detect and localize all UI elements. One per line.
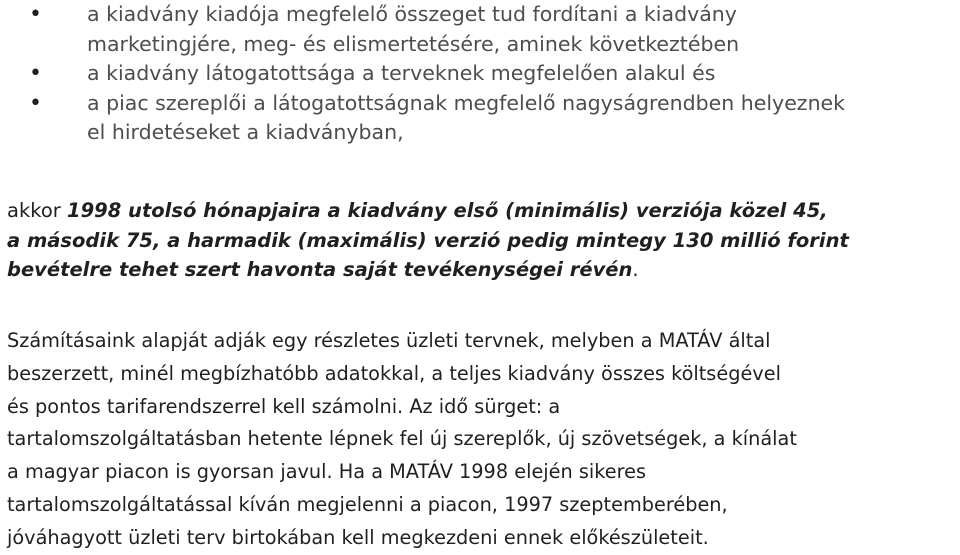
conclusion-paragraph — [7, 196, 957, 285]
bullet-item — [0, 0, 960, 59]
conclusion-period: . — [632, 258, 639, 281]
bullet-line: marketingjére, meg- és elismertetésére, aminek következtében — [87, 31, 740, 56]
bullet-dot-icon: • — [29, 2, 42, 27]
condition-bullet-list — [0, 0, 960, 148]
paragraph-line: tartalomszolgáltatással kíván megjelenni a piacon, 1997 szeptemberében, — [7, 492, 728, 516]
conclusion-line — [7, 255, 957, 285]
paragraph-line: és pontos tarifarendszerrel kell számolni. Az idő sürget: a — [7, 394, 561, 418]
bullet-line: el hirdetéseket a kiadványban, — [87, 120, 404, 144]
paragraph-line: a magyar piacon is gyorsan javul. Ha a MATÁV 1998 elején sikeres — [7, 460, 647, 484]
bullet-line: a piac szereplői a látogatottságnak megfelelő nagyságrendben helyeznek — [87, 90, 846, 115]
paragraph-line: beszerzett, minél megbízhatóbb adatokkal, a teljes kiadvány összes költségével — [7, 361, 781, 385]
conclusion-line: a második 75, a harmadik (maximális) verzió pedig mintegy 130 millió forint — [7, 228, 849, 252]
bullet-dot-icon: • — [29, 90, 42, 116]
paragraph-line: tartalomszolgáltatásban hetente lépnek fel új szereplők, új szövetségek, a kínálat — [7, 427, 797, 451]
conclusion-emphasis: bevételre tehet szert havonta saját tevékenységei révén — [7, 258, 633, 281]
bullet-dot-icon: • — [29, 61, 42, 86]
conclusion-lead-word: akkor — [7, 199, 67, 222]
paragraph-line: jóváhagyott üzleti terv birtokában kell megkezdeni ennek előkészületeit. — [7, 525, 709, 549]
body-paragraph — [7, 325, 957, 555]
conclusion-line — [7, 196, 957, 226]
conclusion-emphasis: 1998 utolsó hónapjaira a kiadvány első (minimális) verziója közel 45, — [67, 199, 828, 222]
paragraph-line: Számításaink alapját adják egy részletes üzleti tervnek, melyben a MATÁV által — [7, 329, 771, 352]
bullet-item — [0, 89, 960, 148]
bullet-line: a kiadvány látogatottsága a terveknek megfelelően alakul és — [87, 61, 716, 85]
bullet-item — [0, 59, 960, 89]
bullet-line: a kiadvány kiadója megfelelő összeget tud fordítani a kiadvány — [87, 2, 737, 26]
